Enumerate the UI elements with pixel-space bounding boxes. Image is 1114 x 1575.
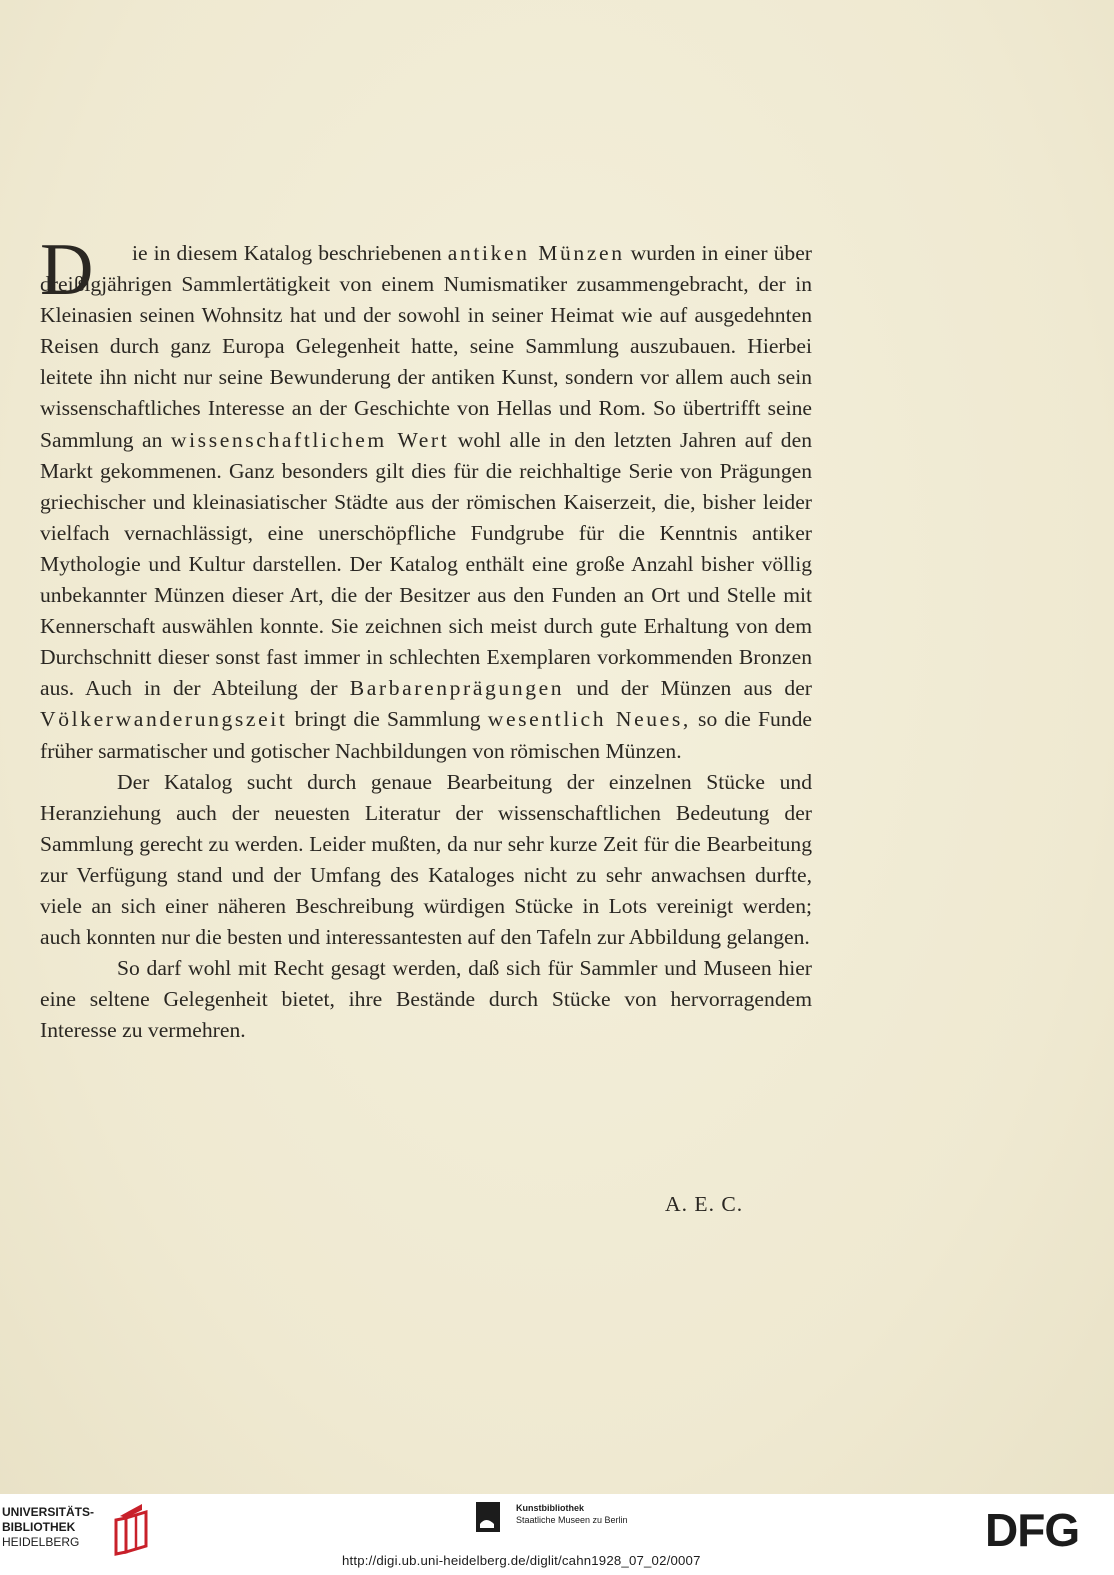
ub-heidelberg-logo-icon (112, 1502, 152, 1556)
emphasis-wissenschaftlichem-wert: wissenschaftlichem Wert (170, 427, 450, 452)
ub-line-1: UNIVERSITÄTS- (2, 1505, 95, 1519)
paragraph-2: Der Katalog sucht durch genaue Bearbeitung der einzelnen Stücke und Heranziehung auch der neuesten Literatur der wissenschaftlichen Bedeutung der Sammlung gerecht zu werden. Leider mußten, da nur sehr kurze Zeit für die Bearbeitung zur Verfügung stand und der Umfang des Kataloges nicht zu sehr anwachsen durfte, viele an sich einer näheren Beschreibung würdigen Stücke in Lots vereinigt werden; auch konnten nur die besten und interessantesten auf den Tafeln zur Abbildung gelangen. (40, 769, 812, 950)
kunstbibliothek-logo-text[interactable] (516, 1502, 628, 1526)
paragraph-1-part-3: und der Münzen aus der (576, 676, 812, 701)
first-line-text: ie in diesem Katalog beschriebenen (132, 241, 442, 265)
paragraph-1-part-5: so die Funde früher sarmatischer und gotischer Nachbildungen von römischen Münzen. (40, 707, 812, 763)
dfg-logo-icon[interactable] (985, 1505, 1095, 1553)
page-url[interactable]: http://digi.ub.uni-heidelberg.de/diglit/cahn1928_07_02/0007 (342, 1553, 701, 1568)
paragraph-1-part-1: wurden in einer über dreißigjährigen Sammlertätigkeit von einem Numismatiker zusammengebracht, der in Kleinasien seinen Wohnsitz hat und der sowohl in seiner Heimat wie auf ausgedehnten Reisen durch ganz Europa Gelegenheit hatte, seine Sammlung auszubauen. Hierbei leitete ihn nicht nur seine Bewunderung der antiken Kunst, sondern vor allem auch sein wissenschaftliches Interesse an der Geschichte von Hellas und Rom. So übertrifft seine Sammlung an (40, 241, 812, 452)
emphasis-voelkerwanderungszeit: Völkerwanderungszeit (40, 707, 288, 732)
paragraph-1-part-4: bringt die Sammlung (294, 707, 481, 732)
signature: A. E. C. (665, 1192, 744, 1216)
drop-cap: D (40, 229, 94, 311)
dfg-logo-text: DFG (985, 1505, 1080, 1553)
kunstbibliothek-logo-icon (476, 1502, 506, 1532)
ub-heidelberg-logo-text[interactable] (2, 1505, 94, 1550)
paragraph-1-part-2: wohl alle in den letzten Jahren auf den Markt gekommenen. Ganz besonders gilt dies für die reichhaltige Serie von Prägungen griechischer und kleinasiatischer Städte aus der römischen Kaiserzeit, die, bisher leider vielfach vernachlässigt, eine unerschöpfliche Fundgrube für die Kenntnis antiker Mythologie und Kultur darstellen. Der Katalog enthält eine große Anzahl bisher völlig unbekannter Münzen dieser Art, die der Besitzer aus den Funden an Ort und Stelle mit Kennerschaft auswählen konnte. Sie zeichnen sich meist durch gute Erhaltung von dem Durchschnitt dieser sonst fast immer in schlechten Exemplaren vorkommenden Bronzen aus. Auch in der Abteilung der (40, 427, 812, 701)
paragraph-1 (40, 229, 812, 767)
emphasis-antike-muenzen: antiken Münzen (447, 241, 625, 265)
preface-text (40, 229, 812, 1046)
emphasis-wesentlich-neues: wesentlich Neues, (487, 707, 691, 732)
kb-line-2: Staatliche Museen zu Berlin (516, 1515, 628, 1525)
emphasis-barbarenpraegungen: Barbarenprägungen (349, 676, 565, 701)
ub-line-2: BIBLIOTHEK (2, 1520, 76, 1534)
kb-line-1: Kunstbibliothek (516, 1503, 584, 1513)
paragraph-3: So darf wohl mit Recht gesagt werden, daß sich für Sammler und Museen hier eine seltene Gelegenheit bietet, ihre Bestände durch Stücke von hervorragendem Interesse zu vermehren. (40, 956, 812, 1043)
ub-line-3: HEIDELBERG (2, 1535, 80, 1549)
